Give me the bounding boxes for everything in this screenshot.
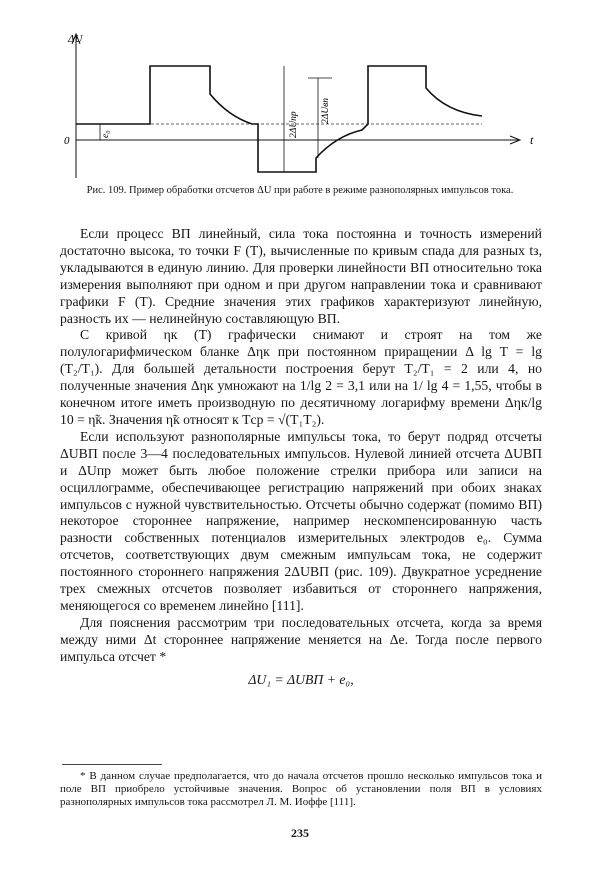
y-axis-label: ΔU <box>68 33 83 45</box>
page-number: 235 <box>291 826 309 840</box>
body-text <box>60 226 542 692</box>
paragraph-2: С кривой ηк (T) графически снимают и строят на том же полулогарифмическом бланке Δηк при постоянном приращении Δ lg T = lg (T₂/T₁). Для большей детальности построения берут T₂/T₁ = 2 или 4, но полученные значения Δηк умножают на 1/lg 2 = 3,1 или на 1/ lg 4 = 1,55, чтобы в конечном итоге иметь производную по десятичному логарифму времени Δηк/lg 10 = η̃к. Значения η̃к относят к Tср = √(T₁T₂). <box>60 327 542 427</box>
figure-caption: Рис. 109. Пример обработки отсчетов ΔU при работе в режиме разнополярных импульсов тока. <box>86 185 514 196</box>
x-axis-label: t <box>530 133 534 147</box>
figure-109-waveform <box>62 28 552 188</box>
footnote <box>60 770 542 809</box>
formula: ΔU₁ = ΔUВП + e₀, <box>248 671 354 687</box>
paragraph-4: Для пояснения рассмотрим три последовательных отсчета, когда за время между ними Δt стороннее напряжение меняется на Δe. Тогда после первого импульса отсчет * <box>60 614 542 664</box>
du-vp-label: 2ΔUвп <box>321 97 331 124</box>
paragraph-3: Если используют разнополярные импульсы тока, то берут подряд отсчеты ΔUВП после 3—4 последовательных импульсов. Нулевой линией отсчета ΔUВП и ΔUпр может быть любое положение стрелки прибора или записи на осциллограмме, обеспечивающее регистрацию напряжений при обоих знаках импульсов с нужной чувствительностью. Отсчеты обычно содержат (помимо ВП) некоторое стороннее напряжение, например нескомпенсированную часть разности собственных потенциалов измерительных электродов e₀. Сумма отсчетов, соответствующих двум смежным импульсам тока, не содержит постоянного стороннего напряжения 2ΔUВП (рис. 109). Двукратное усреднение трех смежных отсчетов позволяет избавиться от стороннего напряжения, меняющегося со временем линейно [111]. <box>60 428 542 613</box>
footnote-rule <box>62 764 162 765</box>
du-pr-label: 2ΔUпр <box>289 111 299 138</box>
waveform-curve <box>76 66 482 172</box>
origin-label: 0 <box>64 135 70 147</box>
footnote-text: * В данном случае предполагается, что до начала отсчетов прошло несколько импульсов тока и поле ВП приобрело устойчивые значения. Вопрос об установлении поля ВП в условиях разнополярных импульсов тока рассмотрел Л. М. Иоффе [111]. <box>60 770 542 808</box>
e0-label: e₀ <box>101 130 111 138</box>
paragraph-1: Если процесс ВП линейный, сила тока постоянна и точность измерений достаточно высока, то точки F (T), вычисленные по кривым спада для разных tз, укладываются в единую линию. Для проверки линейности ВП относительно тока измерения выполняют при одном и при другом направлении тока и сравнивают графики F (T). Средние значения этих графиков характеризуют линейную, разность их — нелинейную составляющую ВП. <box>60 226 542 326</box>
